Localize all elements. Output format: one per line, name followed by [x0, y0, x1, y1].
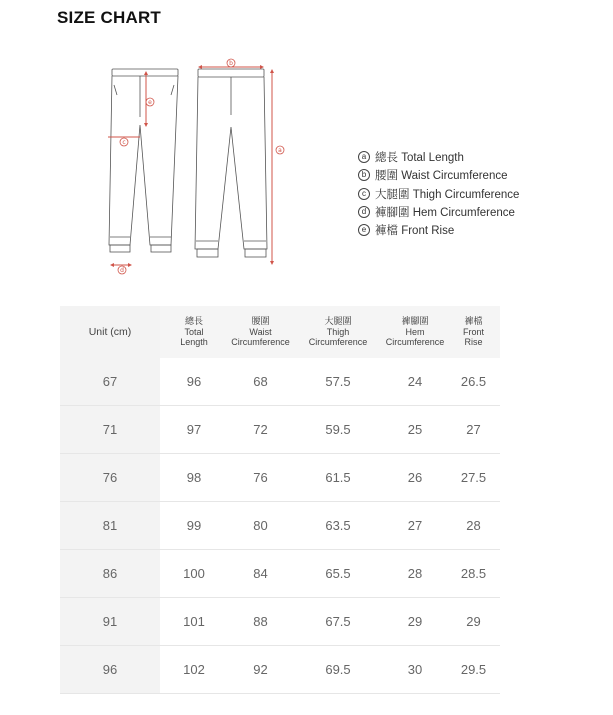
table-row: [60, 598, 500, 646]
unit-header: Unit (cm): [60, 306, 160, 358]
svg-text:b: b: [229, 60, 233, 67]
table-cell: 27: [383, 502, 447, 550]
measurement-legend: [358, 148, 519, 239]
table-cell: 57.5: [293, 358, 383, 406]
diagram-markers: [118, 59, 284, 274]
table-cell: 29.5: [447, 646, 500, 694]
table-cell: 26: [383, 454, 447, 502]
table-cell: 67.5: [293, 598, 383, 646]
legend-item: [358, 148, 519, 166]
table-row: [60, 454, 500, 502]
table-cell: 101: [160, 598, 228, 646]
table-cell: 63.5: [293, 502, 383, 550]
marker-b: [227, 59, 235, 67]
table-row: [60, 358, 500, 406]
legend-marker: c: [358, 188, 370, 200]
table-row: [60, 646, 500, 694]
column-header-waist: 腰圍 Waist Circumference: [228, 306, 293, 358]
table-cell: 102: [160, 646, 228, 694]
legend-marker: e: [358, 224, 370, 236]
table-header-row: [60, 306, 500, 358]
legend-label: 褲腳圍 Hem Circumference: [375, 207, 515, 220]
size-cell: 76: [60, 454, 160, 502]
table-cell: 100: [160, 550, 228, 598]
legend-label: 褲檔 Front Rise: [375, 225, 455, 238]
column-header-thigh: 大腿圍 Thigh Circumference: [293, 306, 383, 358]
column-header-total-length: 總長 Total Length: [160, 306, 228, 358]
table-cell: 61.5: [293, 454, 383, 502]
table-cell: 28: [447, 502, 500, 550]
legend-item: [358, 221, 519, 239]
table-row: [60, 502, 500, 550]
svg-text:a: a: [278, 147, 282, 154]
back-view-pants: [195, 69, 267, 257]
table-cell: 68: [228, 358, 293, 406]
table-cell: 28.5: [447, 550, 500, 598]
legend-label: 腰圍 Waist Circumference: [375, 170, 508, 183]
legend-label: 大腿圍 Thigh Circumference: [375, 188, 520, 201]
svg-text:c: c: [122, 139, 126, 146]
size-cell: 71: [60, 406, 160, 454]
table-cell: 72: [228, 406, 293, 454]
legend-marker: a: [358, 151, 370, 163]
table-cell: 80: [228, 502, 293, 550]
legend-marker: d: [358, 206, 370, 218]
table-cell: 69.5: [293, 646, 383, 694]
legend-item: [358, 203, 519, 221]
table-cell: 28: [383, 550, 447, 598]
svg-text:d: d: [120, 267, 124, 274]
measurement-lines: [108, 67, 272, 265]
table-cell: 84: [228, 550, 293, 598]
table-cell: 27: [447, 406, 500, 454]
marker-e: [146, 98, 154, 106]
legend-item: [358, 185, 519, 203]
page-title: SIZE CHART: [57, 8, 161, 27]
table-cell: 65.5: [293, 550, 383, 598]
table-cell: 99: [160, 502, 228, 550]
table-cell: 30: [383, 646, 447, 694]
marker-a: [276, 146, 284, 154]
size-cell: 96: [60, 646, 160, 694]
table-cell: 59.5: [293, 406, 383, 454]
column-header-front-rise: 褲檔 Front Rise: [447, 306, 500, 358]
svg-text:e: e: [148, 99, 152, 106]
table-cell: 96: [160, 358, 228, 406]
table-cell: 97: [160, 406, 228, 454]
table-cell: 29: [383, 598, 447, 646]
legend-item: [358, 166, 519, 184]
table-cell: 88: [228, 598, 293, 646]
size-cell: 67: [60, 358, 160, 406]
size-cell: 81: [60, 502, 160, 550]
size-cell: 86: [60, 550, 160, 598]
table-row: [60, 406, 500, 454]
legend-marker: b: [358, 169, 370, 181]
size-cell: 91: [60, 598, 160, 646]
marker-c: [120, 138, 128, 146]
marker-d: [118, 266, 126, 274]
table-cell: 98: [160, 454, 228, 502]
table-cell: 27.5: [447, 454, 500, 502]
front-view-pants: [109, 69, 178, 252]
table-cell: 26.5: [447, 358, 500, 406]
table-row: [60, 550, 500, 598]
table-cell: 25: [383, 406, 447, 454]
column-header-hem: 褲腳圍 Hem Circumference: [383, 306, 447, 358]
size-table: [60, 306, 500, 694]
table-cell: 76: [228, 454, 293, 502]
legend-label: 總長 Total Length: [375, 152, 464, 165]
pants-diagram: [100, 55, 300, 275]
table-cell: 24: [383, 358, 447, 406]
table-cell: 29: [447, 598, 500, 646]
table-cell: 92: [228, 646, 293, 694]
